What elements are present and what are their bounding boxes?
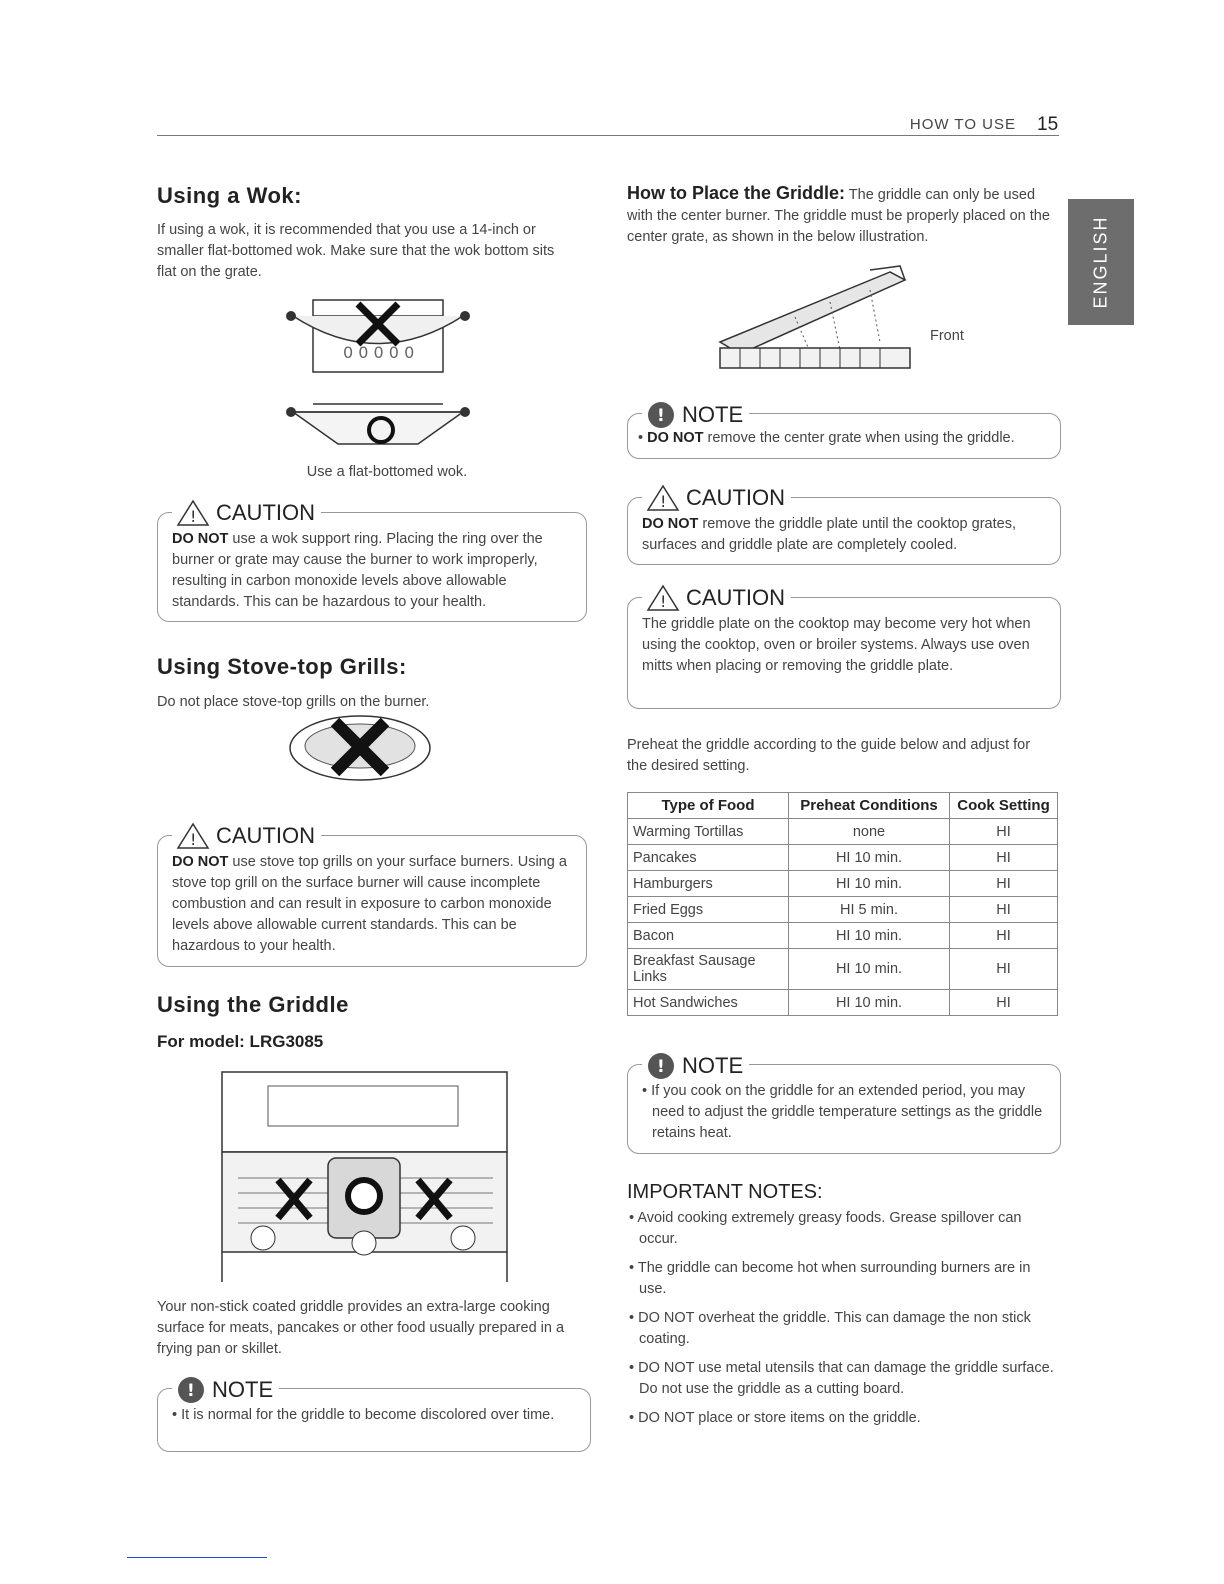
- list-item: • The griddle can become hot when surrounding burners are in use.: [629, 1260, 1031, 1297]
- header-rule: [157, 135, 1059, 136]
- svg-text:!: !: [187, 1381, 195, 1401]
- svg-text:!: !: [657, 1057, 665, 1077]
- grills-caution-text: DO NOT use stove top grills on your surface burners. Using a stove top grill on the surface burner will cause incomplete combustion and can result in exposure to carbon monoxide levels above allowable current standards. This can be hazardous to your health.: [172, 854, 567, 954]
- griddle-removal-caution-title: CAUTION: [686, 485, 785, 510]
- table-row: Warming Tortillas none HI: [628, 819, 1058, 845]
- griddle-note-title: NOTE: [212, 1377, 274, 1402]
- list-item: • DO NOT overheat the griddle. This can damage the non stick coating.: [629, 1310, 1031, 1347]
- extended-cooking-note-text: • If you cook on the griddle for an extended period, you may need to adjust the griddle temperature settings as the griddle retains heat.: [642, 1083, 1043, 1141]
- warning-triangle-icon: [646, 584, 680, 612]
- table-row: Bacon HI 10 min. HI: [628, 923, 1058, 949]
- front-label: Front: [930, 328, 964, 344]
- stove-top-grill-illustration: [285, 708, 435, 788]
- center-grate-note-box: [627, 402, 1061, 459]
- table-row: Hot Sandwiches HI 10 min. HI: [628, 990, 1058, 1016]
- warning-triangle-icon: [176, 499, 210, 527]
- preheat-table: [627, 792, 1058, 1016]
- grills-title: Using Stove-top Grills:: [157, 654, 407, 679]
- warning-triangle-icon: [646, 484, 680, 512]
- wok-on-ring-illustration: [283, 296, 473, 376]
- column-header: Preheat Conditions: [789, 793, 950, 819]
- table-header-row: [628, 793, 1058, 819]
- griddle-note-text: • It is normal for the griddle to become discolored over time.: [172, 1407, 555, 1423]
- place-griddle-paragraph: How to Place the Griddle: The griddle can only be used with the center burner. The griddle must be properly placed on the center grate, as shown in the below illustration.: [627, 183, 1050, 245]
- important-notes-title: IMPORTANT NOTES:: [627, 1181, 823, 1203]
- note-info-icon: [176, 1375, 206, 1405]
- warning-triangle-icon: [176, 822, 210, 850]
- svg-text:!: !: [657, 406, 665, 426]
- griddle-body: Your non-stick coated griddle provides an extra-large cooking surface for meats, pancakes or other food usually prepared in a frying pan or skillet.: [157, 1299, 565, 1357]
- table-row: Hamburgers HI 10 min. HI: [628, 871, 1058, 897]
- center-grate-note-text: • DO NOT remove the center grate when using the griddle.: [638, 430, 1015, 446]
- grills-body: Do not place stove-top grills on the burner.: [157, 694, 430, 710]
- page-number: 15: [1037, 114, 1059, 135]
- column-header: Type of Food: [628, 793, 789, 819]
- extended-cooking-note-box: [627, 1053, 1061, 1154]
- section-header: HOW TO USE: [909, 116, 1016, 133]
- list-item: • DO NOT place or store items on the griddle.: [629, 1410, 921, 1426]
- svg-text:0 0 0 0 0: 0 0 0 0 0: [343, 343, 415, 362]
- svg-text:!: !: [190, 507, 197, 526]
- griddle-removal-caution-box: [627, 485, 1061, 565]
- wok-caption: Use a flat-bottomed wok.: [306, 464, 468, 480]
- hot-griddle-caution-box: [627, 585, 1061, 709]
- hot-griddle-caution-title: CAUTION: [686, 585, 785, 610]
- griddle-placement-illustration: [700, 262, 930, 374]
- svg-text:!: !: [660, 492, 667, 511]
- hot-griddle-caution-text: The griddle plate on the cooktop may become very hot when using the cooktop, oven or broiler systems. Always use oven mitts when placing or removing the griddle plate.: [642, 616, 1031, 674]
- svg-text:!: !: [660, 592, 667, 611]
- grills-caution-title: CAUTION: [216, 823, 315, 848]
- griddle-note-box: [157, 1377, 591, 1452]
- column-header: Cook Setting: [950, 793, 1058, 819]
- table-row: Fried Eggs HI 5 min. HI: [628, 897, 1058, 923]
- note-info-icon: [646, 400, 676, 430]
- language-tab-label: ENGLISH: [1090, 215, 1111, 309]
- wok-body: If using a wok, it is recommended that you use a 14-inch or smaller flat-bottomed wok. Make sure that the wok bottom sits flat on the grate.: [157, 222, 555, 280]
- important-notes-list: [627, 1208, 1057, 1437]
- preheat-intro: Preheat the griddle according to the guide below and adjust for the desired setting.: [627, 737, 1031, 774]
- range-cooktop-illustration: [218, 1068, 513, 1284]
- griddle-model: For model: LRG3085: [157, 1032, 324, 1051]
- table-row: Pancakes HI 10 min. HI: [628, 845, 1058, 871]
- wok-caution-text: DO NOT use a wok support ring. Placing the ring over the burner or grate may cause the burner to work improperly, resulting in carbon monoxide levels above allowable standards. This can be hazardous to your health.: [172, 531, 543, 610]
- grills-caution-box: [157, 823, 587, 967]
- table-row: Breakfast Sausage Links HI 10 min. HI: [628, 949, 1058, 990]
- center-grate-note-title: NOTE: [682, 402, 744, 427]
- griddle-title: Using the Griddle: [157, 992, 349, 1017]
- list-item: • DO NOT use metal utensils that can damage the griddle surface. Do not use the griddle as a cutting board.: [629, 1360, 1054, 1397]
- footer-rule: [127, 1557, 267, 1558]
- wok-caution-title: CAUTION: [216, 500, 315, 525]
- place-griddle-title: How to Place the Griddle:: [627, 183, 846, 203]
- note-info-icon: [646, 1051, 676, 1081]
- list-item: • Avoid cooking extremely greasy foods. Grease spillover can occur.: [629, 1210, 1022, 1247]
- wok-title: Using a Wok:: [157, 183, 302, 208]
- svg-text:!: !: [190, 830, 197, 849]
- wok-caution-box: [157, 500, 587, 622]
- language-tab: [1068, 199, 1134, 325]
- extended-cooking-note-title: NOTE: [682, 1053, 744, 1078]
- griddle-removal-caution-text: DO NOT remove the griddle plate until the cooktop grates, surfaces and griddle plate are completely cooled.: [642, 516, 1016, 553]
- flat-wok-illustration: [283, 400, 473, 450]
